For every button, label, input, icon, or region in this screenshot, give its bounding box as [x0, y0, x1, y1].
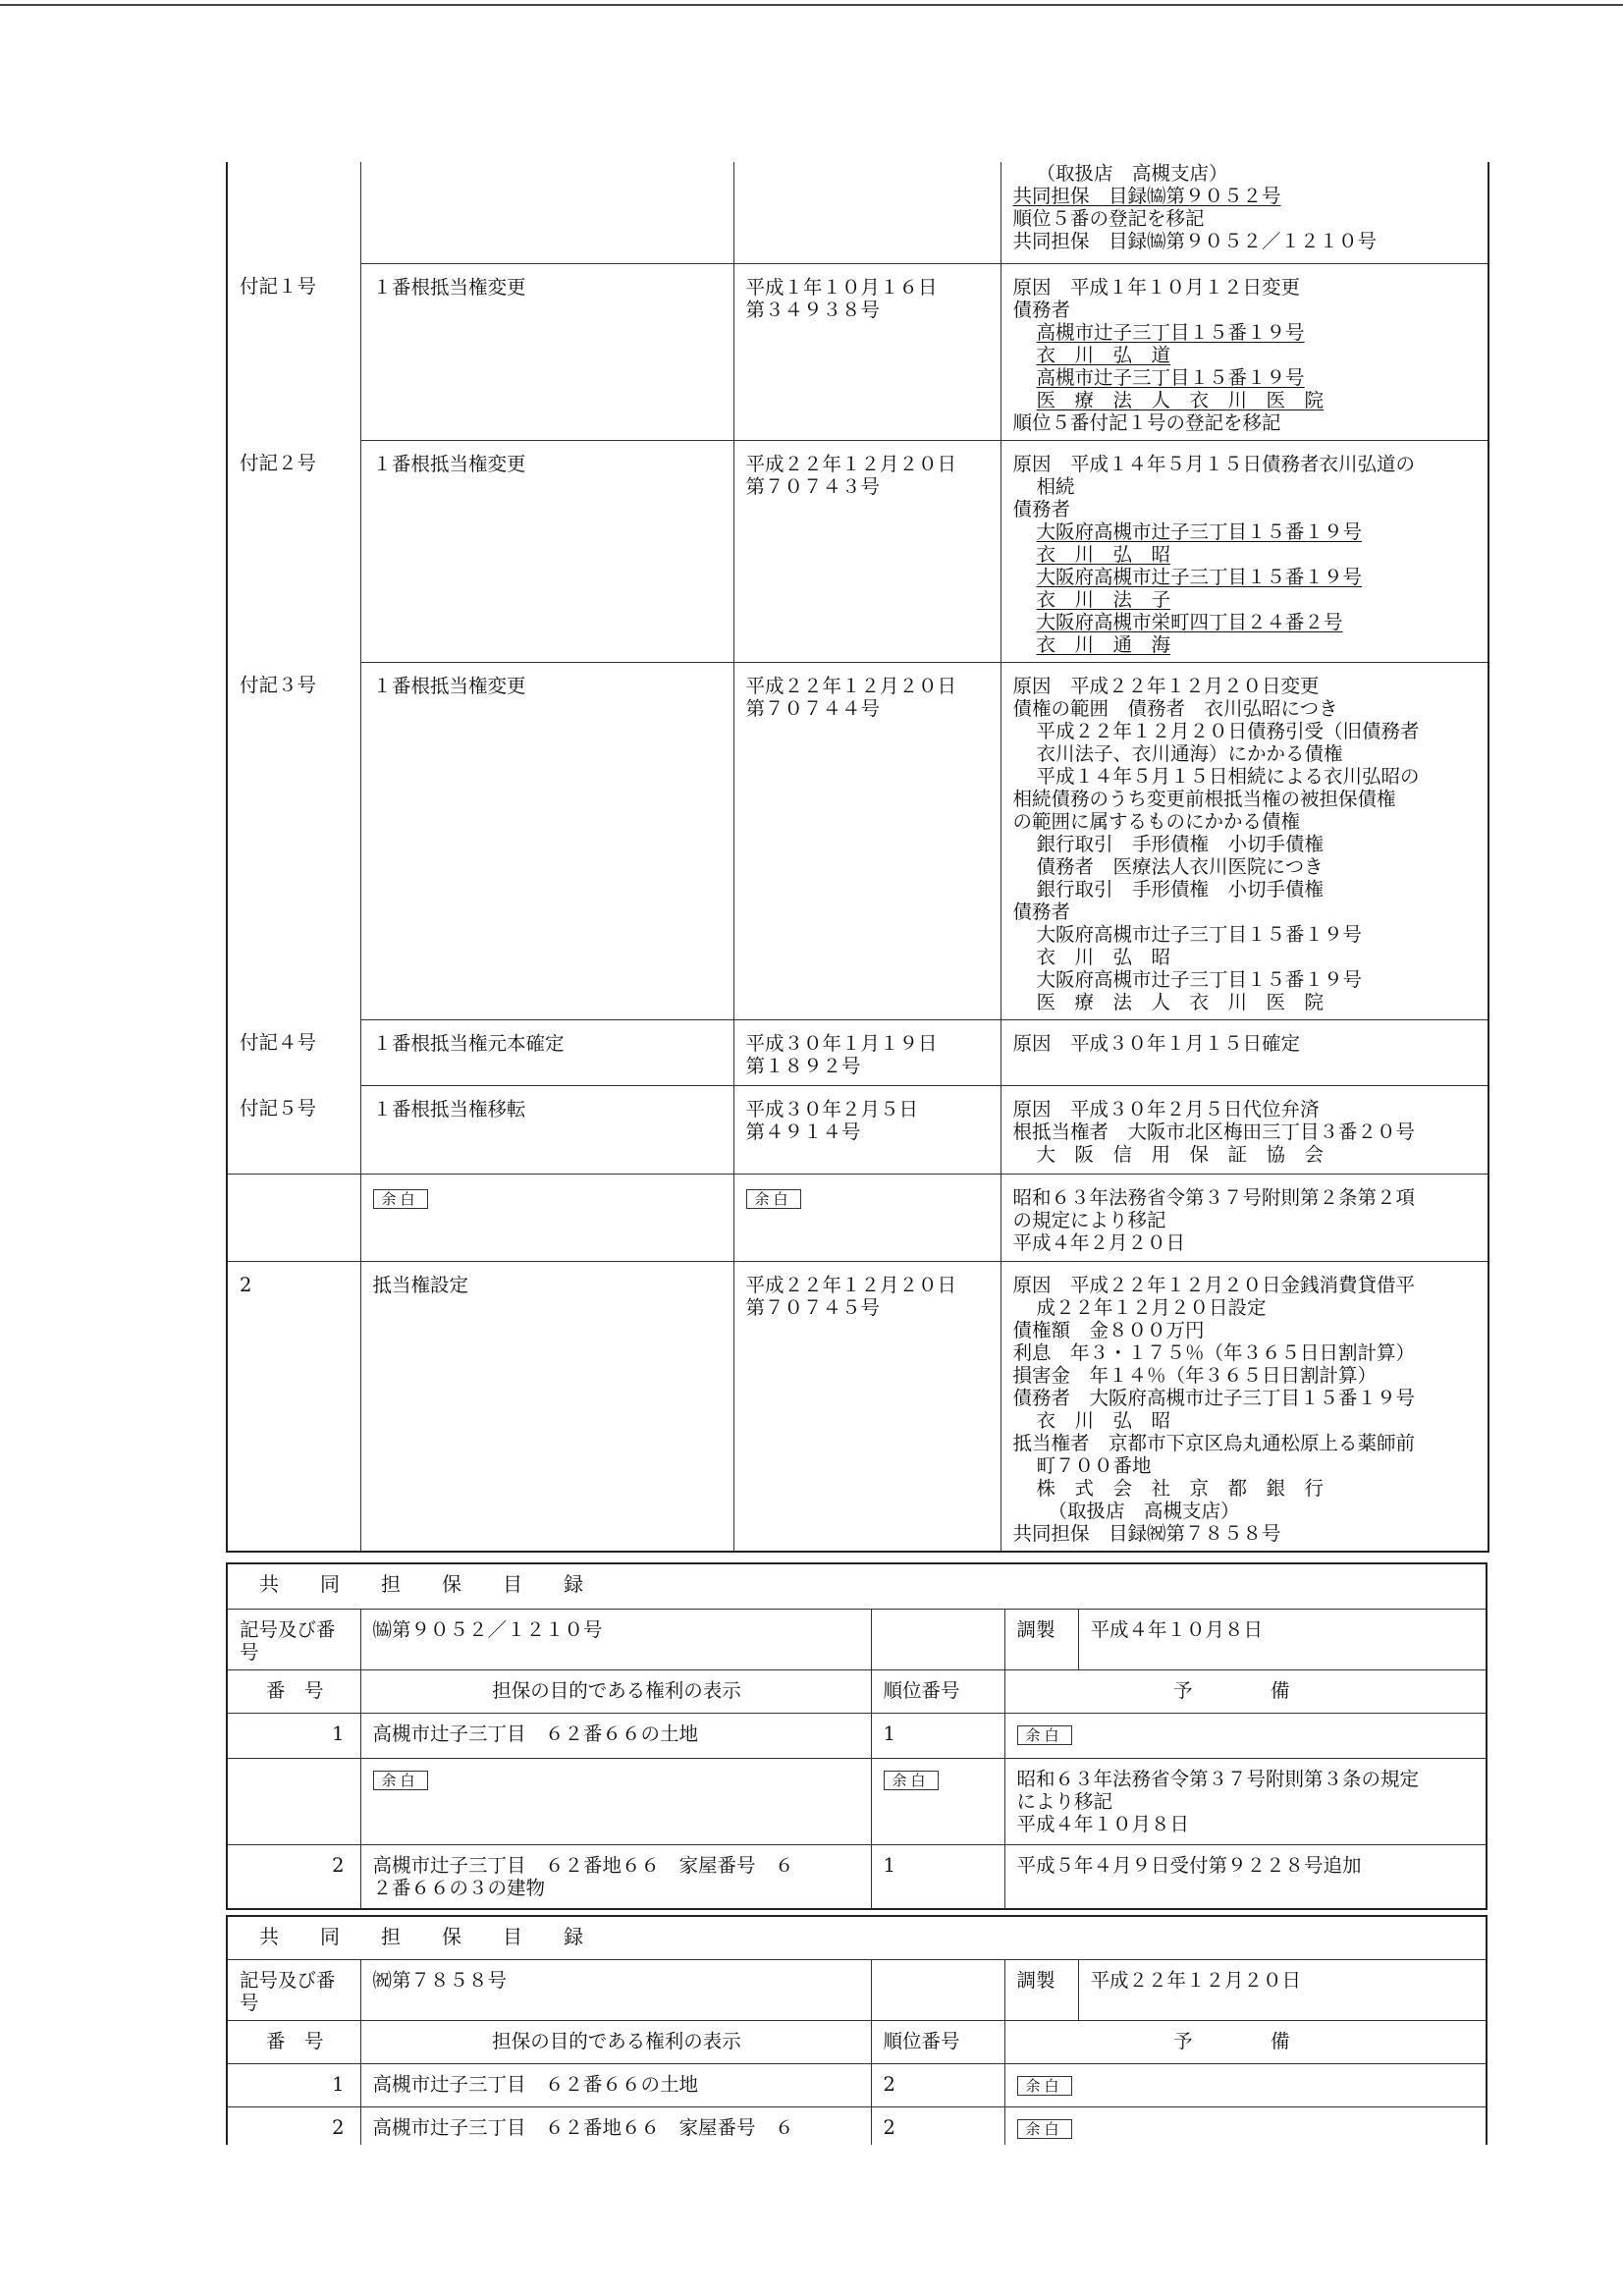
entry-row-fuki5: [227, 1085, 1488, 1174]
entry-rank: 付記２号: [227, 440, 360, 662]
entry-purpose: １番根抵当権変更: [360, 263, 733, 440]
catalog-header-row: [227, 1669, 1487, 1713]
entry-rank: 2: [227, 1261, 360, 1552]
header-description: 担保の目的である権利の表示: [360, 2020, 871, 2063]
entry-purpose: 抵当権設定: [360, 1261, 733, 1552]
entry-date: [733, 1174, 1001, 1261]
entry-row-fuki1: [227, 263, 1488, 440]
header-description: 担保の目的である権利の表示: [360, 1669, 871, 1713]
entry-purpose: １番根抵当権元本確定: [360, 1019, 733, 1085]
scan-edge-line: [0, 4, 1623, 6]
continuation-row: [227, 162, 1488, 263]
registry-rights-table: [226, 162, 1489, 1553]
joint-collateral-catalog-2: [226, 1915, 1488, 2145]
symbol-value: ㈷第７８５８号: [360, 1959, 871, 2020]
entry-row-fuki2: [227, 440, 1488, 662]
entry-details: 原因 平成２２年１２月２０日金銭消費貸借平 成２２年１２月２０日設定 債権額 金８００万円 利息 年３・１７５％（年３６５日日割計算） 損害金 年１４％（年３６５日日割計算） 債務者 大阪府高槻市辻子三丁目１５番１９号 衣 川 弘 昭 抵当権者 京都市下京区烏丸通松原上る薬師前 町７００番地 株 式 会 社 京 都 銀 行 （取扱店 高槻支店） 共同担保 目録㈷第７８５８号: [1001, 1261, 1488, 1552]
table-row: 2 高槻市辻子三丁目 ６２番地６６ 家屋番号 ６ 2 余白: [227, 2106, 1487, 2145]
prepared-date: 平成２２年１２月２０日: [1078, 1959, 1487, 2020]
table-row: 1 高槻市辻子三丁目 ６２番６６の土地 1 余白: [227, 1713, 1487, 1758]
header-reserve: 予 備: [1004, 1669, 1487, 1713]
header-rank: 順位番号: [871, 2020, 1004, 2063]
entry-purpose: １番根抵当権変更: [360, 440, 733, 662]
joint-collateral-catalog-1: [226, 1562, 1488, 1910]
entry-purpose: １番根抵当権変更: [360, 662, 733, 1019]
entry-purpose: [360, 1174, 733, 1261]
entry-date: 平成１年１０月１６日 第３４９３８号: [733, 263, 1001, 440]
blank-box: 余白: [1017, 2119, 1072, 2139]
entry-details: 原因 平成１４年５月１５日債務者衣川弘道の 相続 債務者 大阪府高槻市辻子三丁目１５番１９号 衣 川 弘 昭 大阪府高槻市辻子三丁目１５番１９号 衣 川 法 子 大阪府高槻市栄町四丁目２４番２号 衣 川 通 海: [1001, 440, 1488, 662]
blank-box: 余白: [373, 1189, 428, 1209]
header-rank: 順位番号: [871, 1669, 1004, 1713]
entry-row-2: [227, 1261, 1488, 1552]
prepared-label: 調製: [1004, 1609, 1078, 1669]
entry-rank: 付記５号: [227, 1085, 360, 1174]
entry-rank: 付記１号: [227, 263, 360, 440]
header-number: 番 号: [227, 1669, 360, 1713]
blank-box: 余白: [1017, 2076, 1072, 2096]
catalog-title: 共同担保目録: [227, 1916, 1487, 1959]
entry-date: 平成２２年１２月２０日 第７０７４４号: [733, 662, 1001, 1019]
entry-details: 原因 平成１年１０月１２日変更 債務者 高槻市辻子三丁目１５番１９号 衣 川 弘 道 高槻市辻子三丁目１５番１９号 医 療 法 人 衣 川 医 院 順位５番付記１号の登記を移記: [1001, 263, 1488, 440]
header-reserve: 予 備: [1004, 2020, 1487, 2063]
entry-row-blank: [227, 1174, 1488, 1261]
prepared-label: 調製: [1004, 1959, 1078, 2020]
entry-date: 平成３０年２月５日 第４９１４号: [733, 1085, 1001, 1174]
table-row: 1 高槻市辻子三丁目 ６２番６６の土地 2 余白: [227, 2063, 1487, 2106]
entry-details: 昭和６３年法務省令第３７号附則第２条第２項 の規定により移記 平成４年２月２０日: [1001, 1174, 1488, 1261]
blank-box: 余白: [1017, 1725, 1072, 1745]
symbol-value: ㈿第９０５２／１２１０号: [360, 1609, 871, 1669]
entry-rank: 付記３号: [227, 662, 360, 1019]
entry-row-fuki4: [227, 1019, 1488, 1085]
entry-rank: [227, 1174, 360, 1261]
header-number: 番 号: [227, 2020, 360, 2063]
entry-details: 原因 平成３０年２月５日代位弁済 根抵当権者 大阪市北区梅田三丁目３番２０号 大 阪 信 用 保 証 協 会: [1001, 1085, 1488, 1174]
entry-rank: 付記４号: [227, 1019, 360, 1085]
table-row: 2 高槻市辻子三丁目 ６２番地６６ 家屋番号 ６ ２番６６の３の建物 1 平成５年４月９日受付第９２２８号追加: [227, 1844, 1487, 1909]
symbol-label: 記号及び番号: [227, 1959, 360, 2020]
table-row: 余白 余白 昭和６３年法務省令第３７号附則第３条の規定 により移記 平成４年１０月８日: [227, 1758, 1487, 1844]
blank-box: 余白: [373, 1771, 428, 1790]
symbol-label: 記号及び番号: [227, 1609, 360, 1669]
entry-details: 原因 平成３０年１月１５日確定: [1001, 1019, 1488, 1085]
entry-date: 平成２２年１２月２０日 第７０７４５号: [733, 1261, 1001, 1552]
entry-date: 平成２２年１２月２０日 第７０７４３号: [733, 440, 1001, 662]
continuation-details: （取扱店 高槻支店） 共同担保 目録㈿第９０５２号 順位５番の登記を移記 共同担保 目録㈿第９０５２／１２１０号: [1001, 162, 1488, 263]
blank-box: 余白: [884, 1771, 939, 1790]
blank-box: 余白: [746, 1189, 801, 1209]
prepared-date: 平成４年１０月８日: [1078, 1609, 1487, 1669]
entry-date: 平成３０年１月１９日 第１８９２号: [733, 1019, 1001, 1085]
catalog-header-row: [227, 2020, 1487, 2063]
entry-details: 原因 平成２２年１２月２０日変更 債権の範囲 債務者 衣川弘昭につき 平成２２年１２月２０日債務引受（旧債務者 衣川法子、衣川通海）にかかる債権 平成１４年５月１５日相続による衣川弘昭の 相続債務のうち変更前根抵当権の被担保債権 の範囲に属するものにかかる債権 銀行取引 手形債権 小切手債権 債務者 医療法人衣川医院につき 銀行取引 手形債権 小切手債権 債務者 大阪府高槻市辻子三丁目１５番１９号 衣 川 弘 昭 大阪府高槻市辻子三丁目１５番１９号 医 療 法 人 衣 川 医 院: [1001, 662, 1488, 1019]
catalog-title: 共同担保目録: [227, 1563, 1487, 1609]
entry-row-fuki3: [227, 662, 1488, 1019]
entry-purpose: １番根抵当権移転: [360, 1085, 733, 1174]
